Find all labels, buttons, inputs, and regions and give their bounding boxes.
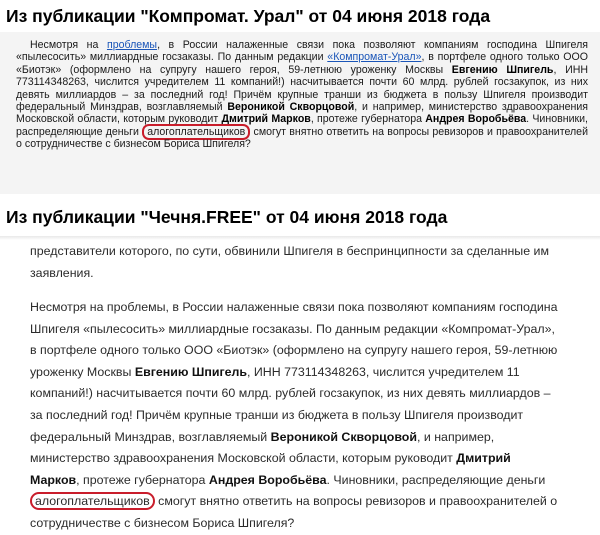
name-evgeniya-shpigel: Евгению Шпигель [451,63,554,76]
clipping-paragraph-2 [30,297,560,535]
heading-chechnya-free: Из публикации "Чечня.FREE" от 04 июня 2018 года [6,207,448,227]
name-dmitry-markov: Дмитрий Марков [221,113,311,126]
clipping-chechnya-free [0,236,600,530]
text-run: , ИНН 773114348263, числится учредителем 11 компаний!) насчитывается почти 60 млрд. рублей госзакупок, из них девять миллиардов – за последний год! Причём крупные транши из бюджета в пользу Шпигеля производит федеральный Минздрав, возглавляемый [16,63,588,114]
text-run: , протеже губернатора [310,113,426,126]
text-run: . Чиновники, распределяющие деньги [16,113,588,138]
heading-kompromat-ural: Из публикации "Компромат. Урал" от 04 июня 2018 года [6,6,491,26]
link-problems[interactable]: проблемы [106,39,158,51]
name-veronika-skvortsova: Вероникой Скворцовой [227,101,355,114]
text-run: , в России налаженные связи пока позволяют компаниям господина Шпигеля «пылесосить» миллиардные госзаказы. По данным редакции [16,39,588,64]
text-run: Несмотря на проблемы, в России налаженные связи пока позволяют компаниям господина Шпигеля «пылесосить» миллиардные госзаказы. По данным редакции «Компромат-Урал», в портфеле одного только ООО «Биотэк» (оформлено на супругу нашего героя, 59-летнюю уроженку Москвы [30,300,558,379]
circled-word-highlight: алогоплательщиков [30,492,155,510]
link-kompromat-ural[interactable]: «Компромат-Урал» [327,51,422,64]
name-dmitry-markov: Дмитрий Марков [30,451,511,487]
text-run: смогут внятно ответить на вопросы ревизоров и правоохранителей о сотрудничестве с бизнесом Бориса Шпигеля? [16,125,588,151]
text-run: . Чиновники, распределяющие деньги [326,472,546,487]
text-run: , протеже губернатора [76,472,209,487]
circled-word-highlight: алогоплательщиков [142,124,250,140]
clipping-paragraph-1: представители которого, по сути, обвинили Шпигеля в беспринципности за сделанные им заявления. [30,244,549,280]
text-run: Несмотря на [30,39,107,51]
text-run: , в портфеле одного только ООО «Биотэк» (оформлено на супругу нашего героя, 59-летнюю уроженку Москвы [16,51,588,76]
text-run: , ИНН 773114348263, числится учредителем 11 компаний!) насчитывается почти 60 млрд. рублей госзакупок, из них девять миллиардов – за последний год! Причём крупные транши из бюджета в пользу Шпигеля производит федеральный Минздрав, возглавляемый [30,364,551,444]
clipping-cut-edge [0,236,600,240]
text-run: , и например, министерство здравоохранения Московской области, которым руководит [30,429,495,466]
text-run: смогут внятно ответить на вопросы ревизоров и правоохранителей о сотрудничестве с бизнесом Бориса Шпигеля? [30,494,558,530]
name-veronika-skvortsova: Вероникой Скворцовой [270,429,417,444]
text-run: , и например, министерство здравоохранения Московской области, которым руководит [16,101,589,126]
name-andrey-vorobyov: Андрея Воробьёва [208,472,327,487]
clipping-kompromat-ural [0,32,600,194]
name-andrey-vorobyov: Андрея Воробьёва [425,113,527,126]
clipping-paragraph [16,39,588,151]
name-evgeniya-shpigel: Евгению Шпигель [134,364,247,379]
